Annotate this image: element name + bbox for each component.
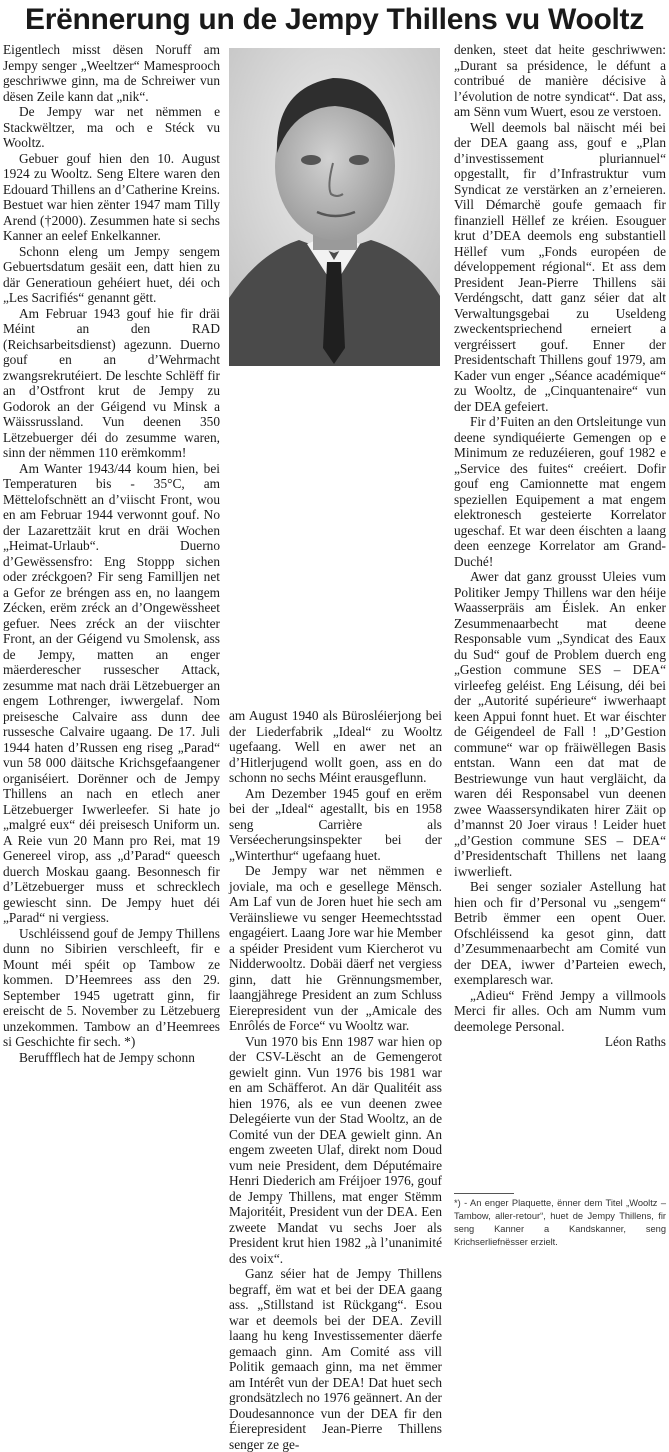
- paragraph: Schonn eleng um Jempy sengem Gebuertsdatum gesäit een, datt hien zu där Generatioun gehéiert huet, déi och „Les Sacrifiés“ genannt gëtt.: [3, 243, 220, 305]
- paragraph: Bei senger sozialer Astellung hat hien och fir d’Personal vu „sengem“ Betrib ëmmer een opent Ouer. Ofschléissend ka gesot ginn, datt d’Zesummenaarbecht am Comité vun der DEA, iwwer d’Parteien ewech, exemplaresch war.: [454, 879, 666, 987]
- footnote: *) - An enger Plaquette, ënner dem Titel „Wooltz – Tambow, aller-retour“, huet de Jempy Thillens, fir seng Kanner a Kandskanner, seng Krichserliefnësser erzielt.: [454, 1198, 666, 1247]
- paragraph: am August 1940 als Bürosléierjong bei der Liederfabrik „Ideal“ zu Wooltz ugefaang. Well en awer net an d’Hitlerjugend wollt goen, ass en do schonn no sechs Méint erausgeflunn.: [229, 708, 442, 785]
- article-column-3: [454, 42, 666, 1050]
- paragraph: Beruffflech hat de Jempy schonn: [19, 1049, 195, 1065]
- article-column-1: [3, 42, 220, 1065]
- paragraph: Am Wanter 1943/44 koum hien, bei Temperaturen bis - 35°C, am Mëttelofschnëtt an d’viischt Front, wou en am Februar 1944 verwonnt gouf. No der Lazarettzäit krut en dräi Wochen „Heimat-Urlaub“. Duerno d’Gewëssensfro: Eng Stoppp sichen oder zréckgoen? Fir seng Familljen net a Gefor ze bréngen ass en, no laangem Zécken, erëm zréck an d’Ongewëssheet gefuer. Nees zréck an der viischter Front, an der Géigend vu Smolensk, ass de Jempy, matten an enger mäerderescher russescher Attack, zesumme mat nach dräi Lëtzebuerger an engem Lothrenger, iwwergelaf. Nom preisesche Calvaire ass dunn dee russesche Calvaire ugaang. De 17. Juli 1944 haten d’Russen eng riseg „Parad“ vun 58 000 däitsche Krichsgefaangener organiséiert. Dorënner och de Jempy Thillens an nach en etlech aner Lëtzebuerger Iwwerleefer. Si hate jo „malgré eux“ déi preisesch Uniform un. A Reie vun 20 Mann pro Rei, mat 19 Genereel virop, ass „d’Parad“ queesch duerch Moskau gaang. Besonnesch fir d’Lëtzebuerger muss et schrecklech gewiescht sinn. De Jempy huet déi „Parad“ ni vergiess.: [3, 460, 220, 925]
- paragraph: Am Februar 1943 gouf hie fir dräi Méint an den RAD (Reichsarbeitsdienst) agezunn. Duerno gouf en an d’Wehrmacht zwangsrekrutéiert. De leschte Schlëff fir an d’Ostfront krut de Jempy zu Godorok an der Géigend vu Minsk a Wäissrussland. Vun deenen 350 Lëtzebuerger déi do zesumme waren, sinn der nëmmen 110 erëmkomm!: [3, 305, 220, 460]
- paragraph: Eigentlech misst dësen Noruff am Jempy senger „Weeltzer“ Mamesprooch geschriwwe ginn, ma de Schreiwer vun dësen Zeile kann dat „nik“.: [3, 42, 220, 104]
- headline: Erënnerung un de Jempy Thillens vu Wooltz: [25, 3, 644, 36]
- portrait-photo: [229, 48, 440, 366]
- paragraph: De Jempy war net nëmmen e Stackwëltzer, ma och e Stéck vu Wooltz.: [3, 104, 220, 150]
- paragraph: Uschléissend gouf de Jempy Thillens dunn no Sibirien verschleeft, fir e Mount méi spéit op Tambow ze kommen. D’Heemrees ass den 29. September 1945 ugetratt ginn, fir ereischt de 5. November zu Lëtzebuerg unzekommen. Tambow an d’Heemrees si Geschichte fir sech. *): [3, 925, 220, 1049]
- paragraph: Gebuer gouf hien den 10. August 1924 zu Wooltz. Seng Eltere waren den Edouard Thillens an d’Catherine Kreins. Bestuet war hien zënter 1947 mam Tilly Arend (†2000). Zesummen hate si sechs Kanner an eelef Enkelkanner.: [3, 150, 220, 243]
- paragraph: denken, steet dat heite geschriwwen: „Durant sa présidence, le défunt a contribué de manière décisive à l’évolution de notre syndicat“. Dat ass, am Sënn vum Wuert, esou ze verstoen.: [454, 42, 666, 119]
- paragraph: Awer dat ganz grousst Uleies vum Politiker Jempy Thillens war den héije Waasserpräis am Éislek. An enker Zesummenaarbecht mat deene Responsable vum „Syndicat des Eaux du Sud“ gouf de Problem duerch eng „Gestion commune SES – DEA“ virleefeg geléist. Eng Léisung, déi bei der „Autorité supérieure“ iwwerhaapt keen Appui fonnt huet. Et war éischter de Géigendeel de Fall ! „D’Gestion commune“ war op fräiwëllegen Basis entstan. Wann een dat mat de Bestriewunge vun haut vergläicht, da waren déi Responsabel vun deenen zwee Waassersyndikaten hirer Zäit op d’mannst 20 Joer viraus ! Leider huet „d’Gestion commune SES – DEA“ d’Presidentschaft Thillens net laang iwwerlieft.: [454, 569, 666, 879]
- paragraph: De Jempy war net nëmmen e joviale, ma och e gesellege Mënsch. Am Laf vun de Joren huet hie sech am Veräinsliewe vu senger Heemechtsstad engagéiert. Laang Jore war hie Member a spéider President vum Kiercherot vu Nidderwooltz. Dobäi däerf net vergiess ginn, datt hie Grënnungsmember, laangjährege President an zum Schluss Eierepresident vun der „Amicale des Enrôlés de Force“ vu Wooltz war.: [229, 863, 442, 1033]
- portrait-caption-area: [229, 370, 440, 700]
- footnote-divider: [454, 1193, 514, 1194]
- paragraph: Ganz séier hat de Jempy Thillens begraff, ëm wat et bei der DEA gaang ass. „Stillstand ist Rückgang“. Esou war et deemols bei der DEA. Zevill laang hu keng Investissementer däerfe gemaach ginn. Am Comité ass vill Politik gemaach ginn, ma net ëmmer am Intérêt vun der DEA! Dat huet sech grondsätzlech no 1976 geännert. An der Doudesannonce vun der DEA fir den Éierepresident Jean-Pierre Thillens senger ze ge-: [229, 1266, 442, 1452]
- paragraph: „Adieu“ Frënd Jempy a villmools Merci fir alles. Och am Numm vum deemolege Personal.: [454, 987, 666, 1034]
- author-signature: Léon Raths: [604, 1034, 666, 1049]
- article-column-2: [229, 708, 442, 1452]
- portrait-photo-illustration: [229, 48, 440, 366]
- paragraph: Am Dezember 1945 gouf en erëm bei der „Ideal“ agestallt, bis en 1958 seng Carrière als Verséecherungsinspekter bei der „Winterthur“ ugefaang huet.: [229, 785, 442, 863]
- paragraph: Fir d’Fuiten an den Ortsleitunge vun deene syndiquéierte Gemengen op e Minimum ze reduzéieren, gouf 1982 e „Service des fuites“ creéiert. Dofir gouf eng Camionnette mat engem speziellen Equipement a mat engem elektronesch gesteierte Korrelator ugeschaf. Et war deen éischten a laang deen eenzege Korrelator am Grand-Duché!: [454, 414, 666, 569]
- paragraph: Well deemols bal näischt méi bei der DEA gaang ass, gouf e „Plan d’investissement pluriannuel“ opgestallt, fir d’Infrastruktur vum Syndicat ze verstärken an z’erneieren. Vill Démarchë goufe gemaach fir finanziell Hëllef ze kréien. Esouguer krut d’DEA deemols eng substantiell Hëllef vum „Fonds européen de développement régional“. Et ass dem President Jean-Pierre Thillens säi Verdéngscht, datt ganz séier dat alt Verwaltungsgebai zu Useldeng zweckentspriechend erneiert a vergréissert gouf. Enner der Presidentschaft Thillens gouf 1979, am Kader vun enger „Séance académique“ zu Wooltz, de „Cinquantenaire“ vun der DEA gefeiert.: [454, 119, 666, 414]
- paragraph: Vun 1970 bis Enn 1987 war hien op der CSV-Lëscht an de Gemengerot gewielt ginn. Vun 1976 bis 1981 war en am Schäfferot. An där Qualitéit ass hien 1976, als ee vun deenen zwee Delegéierte vun der Stad Wooltz, an de Comité vun der DEA gewielt ginn. An engem zweeten Ulaf, direkt nom Doud vum neie President, dem Députémaire Henri Diederich am Fréijoer 1976, gouf de Jempy Thillens, mat enger Stëmm Majoritéit, President vun der DEA. Een zweete Mandat vu sechs Joer als President krut hien 1982 „à l’unanimité des voix“.: [229, 1033, 442, 1266]
